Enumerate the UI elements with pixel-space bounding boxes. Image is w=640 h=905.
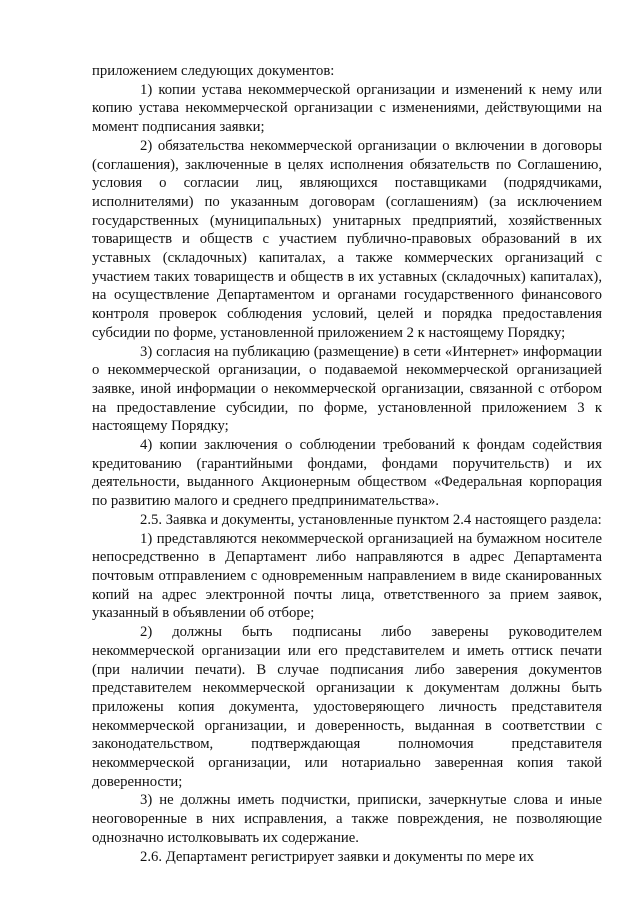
paragraph-item-publication-consent: 3) согласия на публикацию (размещение) в сети «Интернет» информации о некоммерческой организации, о подаваемой некоммерческой организацией заявке, иной информации о некоммерческой организации, связанной с отбором на предоставление субсидии, по форме, установленной приложением 3 к настоящему Порядку; <box>92 343 602 435</box>
document-body <box>92 62 602 866</box>
paragraph-section-2-6: 2.6. Департамент регистрирует заявки и документы по мере их <box>140 848 534 865</box>
paragraph-item-conclusion-copy: 4) копии заключения о соблюдении требований к фондам содействия кредитованию (гарантийными фондами, фондами поручительств) и их деятельности, выданного Акционерным обществом «Федеральная корпорация по развитию малого и среднего предпринимательства». <box>92 437 602 510</box>
paragraph-submission-method: 1) представляются некоммерческой организацией на бумажном носителе непосредственно в Департамент либо направляются в адрес Департамента почтовым отправлением с одновременным направлением в виде сканированных копий на адрес электронной почты лица, ответственного за прием заявок, указанный в объявлении об отборе; <box>92 530 602 622</box>
paragraph-section-2-5: 2.5. Заявка и документы, установленные пунктом 2.4 настоящего раздела: <box>140 511 602 528</box>
paragraph-item-obligations: 2) обязательства некоммерческой организации о включении в договоры (соглашения), заключенные в целях исполнения обязательств по Соглашению, условия о согласии лиц, являющихся поставщиками (подрядчиками, исполнителями) по указанным договорам (соглашениям) (за исключением государственных (муниципальных) унитарных предприятий, хозяйственных товариществ и обществ с участием публично-правовых образований в их уставных (складочных) капиталах, а также коммерческих организаций с участием таких товариществ и обществ в их уставных (складочных) капиталах), на осуществление Департаментом и органами государственного финансового контроля проверок соблюдения условий, целей и порядка предоставления субсидии по форме, установленной приложением 2 к настоящему Порядку; <box>92 137 602 341</box>
paragraph-no-corrections: 3) не должны иметь подчистки, приписки, зачеркнутые слова и иные неоговоренные в них исправления, а также повреждения, не позволяющие однозначно истолковывать их содержание. <box>92 792 602 846</box>
paragraph-signature-requirements: 2) должны быть подписаны либо заверены руководителем некоммерческой организации или его представителем и иметь оттиск печати (при наличии печати). В случае подписания либо заверения документов представителем некоммерческой организации к документам должны быть приложены копия документа, удостоверяющего личность представителя некоммерческой организации, и доверенность, выданная в соответствии с законодательством, подтверждающая полномочия представителя некоммерческой организации, или нотариально заверенная копия такой доверенности; <box>92 624 602 790</box>
paragraph-item-charter-copy: 1) копии устава некоммерческой организации и изменений к нему или копию устава некоммерческой организации с изменениями, действующими на момент подписания заявки; <box>92 81 602 136</box>
paragraph-documents-intro: приложением следующих документов: <box>92 63 335 79</box>
